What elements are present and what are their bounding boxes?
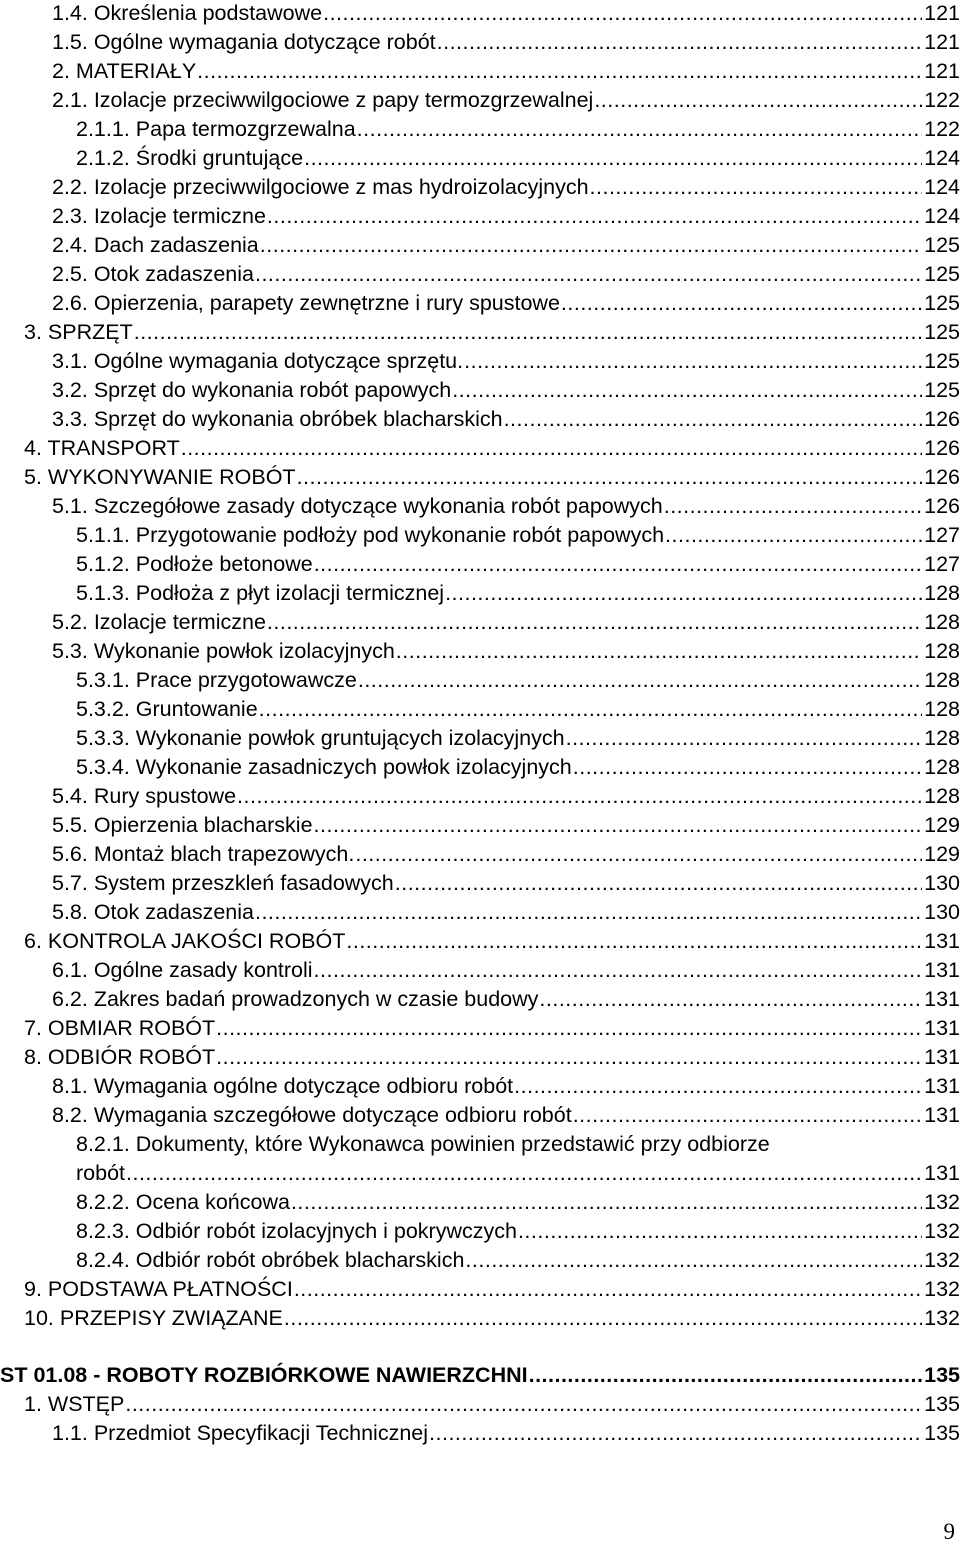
toc-entry-title: 5.3.4. Wykonanie zasadniczych powłok izolacyjnych <box>76 755 572 779</box>
toc-leader-dots <box>294 1275 922 1304</box>
toc-leader-dots <box>291 1188 922 1217</box>
toc-entry[interactable] <box>0 1130 960 1159</box>
toc-entry-page: 125 <box>924 349 960 373</box>
toc-entry-page: 121 <box>924 59 960 83</box>
toc-entry-title: 2. MATERIAŁY <box>52 59 197 83</box>
toc-entry-page: 122 <box>924 88 960 112</box>
toc-entry-title: 5.1.2. Podłoże betonowe <box>76 552 313 576</box>
toc-leader-dots <box>445 579 922 608</box>
toc-entry[interactable] <box>0 782 960 811</box>
toc-entry-page: 128 <box>924 755 960 779</box>
toc-leader-dots <box>357 115 922 144</box>
toc-entry[interactable] <box>0 1361 960 1390</box>
toc-entry[interactable] <box>0 376 960 405</box>
toc-entry[interactable] <box>0 492 960 521</box>
toc-leader-dots <box>134 318 922 347</box>
toc-entry-page: 131 <box>924 987 960 1011</box>
toc-entry-page: 124 <box>924 146 960 170</box>
toc-entry-title: 2.3. Izolacje termiczne <box>52 204 266 228</box>
toc-entry-title: 8.2.4. Odbiór robót obróbek blacharskich <box>76 1248 465 1272</box>
toc-leader-dots <box>429 1419 922 1448</box>
toc-leader-dots <box>297 463 923 492</box>
toc-entry-title: 6.1. Ogólne zasady kontroli <box>52 958 313 982</box>
toc-leader-dots <box>561 289 922 318</box>
toc-leader-dots <box>437 28 922 57</box>
toc-entry[interactable] <box>0 637 960 666</box>
toc-leader-dots <box>594 86 922 115</box>
toc-entry-page: 125 <box>924 291 960 315</box>
toc-entry[interactable] <box>0 1159 960 1188</box>
toc-entry-page: 128 <box>924 784 960 808</box>
toc-leader-dots <box>396 637 922 666</box>
toc-entry-page: 129 <box>924 813 960 837</box>
toc-entry-title: 2.6. Opierzenia, parapety zewnętrzne i rury spustowe <box>52 291 560 315</box>
toc-entry-page: 131 <box>924 1016 960 1040</box>
toc-entry[interactable] <box>0 202 960 231</box>
toc-entry-title: 8.2.3. Odbiór robót izolacyjnych i pokrywczych <box>76 1219 517 1243</box>
toc-entry-page: 128 <box>924 581 960 605</box>
toc-entry-page: 132 <box>924 1306 960 1330</box>
toc-entry[interactable] <box>0 28 960 57</box>
toc-entry[interactable] <box>0 260 960 289</box>
toc-entry-title: 1. WSTĘP <box>24 1392 125 1416</box>
toc-entry[interactable] <box>0 0 960 28</box>
toc-entry-title: ST 01.08 - ROBOTY ROZBIÓRKOWE NAWIERZCHNI <box>0 1363 528 1387</box>
toc-entry[interactable] <box>0 898 960 927</box>
toc-entry-page: 131 <box>924 1161 960 1185</box>
toc-entry-title: 3.2. Sprzęt do wykonania robót papowych <box>52 378 452 402</box>
toc-entry-page: 131 <box>924 1103 960 1127</box>
toc-entry[interactable] <box>0 173 960 202</box>
toc-entry-page: 124 <box>924 204 960 228</box>
toc-entry-title: 3. SPRZĘT <box>24 320 133 344</box>
toc-entry[interactable] <box>0 318 960 347</box>
toc-entry[interactable] <box>0 434 960 463</box>
toc-leader-dots <box>358 666 922 695</box>
toc-leader-dots <box>314 811 923 840</box>
toc-entry[interactable] <box>0 144 960 173</box>
toc-entry-title: 2.1.1. Papa termozgrzewalna <box>76 117 356 141</box>
toc-leader-dots <box>216 1043 922 1072</box>
toc-entry[interactable] <box>0 1101 960 1130</box>
toc-entry[interactable] <box>0 1419 960 1448</box>
toc-leader-dots <box>255 260 922 289</box>
toc-entry-page: 135 <box>924 1421 960 1445</box>
toc-entry-page: 131 <box>924 958 960 982</box>
toc-leader-dots <box>255 898 922 927</box>
toc-entry-page: 135 <box>924 1363 960 1387</box>
toc-entry-page: 131 <box>924 1045 960 1069</box>
toc-entry-page: 128 <box>924 726 960 750</box>
toc-leader-dots <box>237 782 922 811</box>
toc-entry-title: 2.4. Dach zadaszenia <box>52 233 259 257</box>
toc-entry-page: 130 <box>924 871 960 895</box>
toc-entry[interactable] <box>0 1390 960 1419</box>
toc-entry[interactable] <box>0 811 960 840</box>
toc-leader-dots <box>267 608 922 637</box>
toc-entry[interactable] <box>0 521 960 550</box>
toc-entry-page: 132 <box>924 1219 960 1243</box>
toc-entry-title: 7. OBMIAR ROBÓT <box>24 1016 216 1040</box>
toc-entry-page: 131 <box>924 1074 960 1098</box>
toc-entry-title: 2.1.2. Środki gruntujące <box>76 146 304 170</box>
toc-entry-page: 126 <box>924 436 960 460</box>
toc-entry-title: 5.2. Izolacje termiczne <box>52 610 266 634</box>
toc-leader-dots <box>465 1246 922 1275</box>
toc-entry-title: 5.5. Opierzenia blacharskie <box>52 813 313 837</box>
toc-leader-dots <box>573 753 922 782</box>
toc-entry-title: 4. TRANSPORT <box>24 436 180 460</box>
toc-entry-title: 5.3.3. Wykonanie powłok gruntujących izolacyjnych <box>76 726 565 750</box>
toc-leader-dots <box>197 57 922 86</box>
toc-entry-title: 5.1.3. Podłoża z płyt izolacji termicznej <box>76 581 445 605</box>
toc-entry[interactable] <box>0 579 960 608</box>
toc-entry-page: 128 <box>924 610 960 634</box>
toc-entry-page: 129 <box>924 842 960 866</box>
toc-entry-title: 8.2. Wymagania szczegółowe dotyczące odbioru robót <box>52 1103 572 1127</box>
toc-leader-dots <box>323 0 922 28</box>
toc-entry-page: 126 <box>924 494 960 518</box>
toc-entry-page: 121 <box>924 30 960 54</box>
toc-entry-title: 6.2. Zakres badań prowadzonych w czasie budowy <box>52 987 539 1011</box>
toc-entry-page: 121 <box>924 1 960 25</box>
toc-entry[interactable] <box>0 1072 960 1101</box>
toc-entry-title: 5.3. Wykonanie powłok izolacyjnych <box>52 639 395 663</box>
toc-entry[interactable] <box>0 231 960 260</box>
toc-entry-page: 128 <box>924 639 960 663</box>
toc-entry-title: 5.3.2. Gruntowanie <box>76 697 258 721</box>
toc-entry-title: 1.1. Przedmiot Specyfikacji Technicznej <box>52 1421 429 1445</box>
toc-entry-title: 8.2.1. Dokumenty, które Wykonawca powinien przedstawić przy odbiorze <box>76 1132 770 1156</box>
toc-entry-title: 2.1. Izolacje przeciwwilgociowe z papy termozgrzewalnej <box>52 88 594 112</box>
toc-entry-title: 8. ODBIÓR ROBÓT <box>24 1045 216 1069</box>
toc-entry[interactable] <box>0 115 960 144</box>
toc-entry[interactable] <box>0 956 960 985</box>
toc-leader-dots <box>267 202 922 231</box>
toc-leader-dots <box>284 1304 922 1333</box>
toc-entry-page: 126 <box>924 407 960 431</box>
toc-entry[interactable] <box>0 1246 960 1275</box>
toc-entry-title: 5.3.1. Prace przygotowawcze <box>76 668 357 692</box>
toc-entry-title: 5.1.1. Przygotowanie podłoży pod wykonanie robót papowych <box>76 523 665 547</box>
toc-leader-dots <box>664 492 922 521</box>
toc-entry[interactable] <box>0 1188 960 1217</box>
toc-leader-dots <box>125 1390 922 1419</box>
toc-entry-title: 1.4. Określenia podstawowe <box>52 1 323 25</box>
toc-entry-title: 5.4. Rury spustowe <box>52 784 237 808</box>
toc-entry-title: 8.2.2. Ocena końcowa <box>76 1190 290 1214</box>
toc-leader-dots <box>514 1072 922 1101</box>
toc-leader-dots <box>504 405 923 434</box>
toc-entry-title: 5.1. Szczegółowe zasady dotyczące wykonania robót papowych <box>52 494 663 518</box>
toc-entry[interactable] <box>0 57 960 86</box>
toc-entry[interactable] <box>0 347 960 376</box>
toc-leader-dots <box>529 1361 923 1390</box>
toc-leader-dots <box>260 231 922 260</box>
toc-entry-title: 5. WYKONYWANIE ROBÓT <box>24 465 296 489</box>
toc-entry[interactable] <box>0 840 960 869</box>
toc-entry-page: 122 <box>924 117 960 141</box>
toc-entry[interactable] <box>0 289 960 318</box>
toc-leader-dots <box>518 1217 922 1246</box>
toc-entry-title: robót <box>76 1161 126 1185</box>
toc-entry-title: 10. PRZEPISY ZWIĄZANE <box>24 1306 283 1330</box>
toc-entry-title: 1.5. Ogólne wymagania dotyczące robót <box>52 30 436 54</box>
toc-entry-page: 127 <box>924 552 960 576</box>
toc-entry-page: 125 <box>924 320 960 344</box>
toc-entry-page: 124 <box>924 175 960 199</box>
toc-entry[interactable] <box>0 753 960 782</box>
toc-entry-page: 127 <box>924 523 960 547</box>
toc-entry-page: 125 <box>924 262 960 286</box>
toc-entry-title: 9. PODSTAWA PŁATNOŚCI <box>24 1277 293 1301</box>
toc-entry-page: 125 <box>924 378 960 402</box>
toc-leader-dots <box>126 1159 922 1188</box>
toc-leader-dots <box>346 927 922 956</box>
toc-leader-dots <box>314 550 922 579</box>
toc-leader-dots <box>181 434 922 463</box>
toc-entry-page: 131 <box>924 929 960 953</box>
toc-entry-title: 2.2. Izolacje przeciwwilgociowe z mas hydroizolacyjnych <box>52 175 589 199</box>
toc-entry[interactable] <box>0 695 960 724</box>
toc-entry-page: 128 <box>924 697 960 721</box>
toc-leader-dots <box>539 985 922 1014</box>
toc-entry[interactable] <box>0 86 960 115</box>
toc-leader-dots <box>566 724 923 753</box>
toc-entry[interactable] <box>0 666 960 695</box>
toc-entry-page: 132 <box>924 1248 960 1272</box>
toc-entry[interactable] <box>0 463 960 492</box>
toc-leader-dots <box>304 144 922 173</box>
toc-entry[interactable] <box>0 1014 960 1043</box>
toc-entry-title: 8.1. Wymagania ogólne dotyczące odbioru robót <box>52 1074 514 1098</box>
toc-entry-title: 5.6. Montaż blach trapezowych. <box>52 842 355 866</box>
page-number: 9 <box>943 1519 955 1544</box>
toc-entry[interactable] <box>0 985 960 1014</box>
toc-leader-dots <box>452 376 922 405</box>
toc-entry-title: 3.3. Sprzęt do wykonania obróbek blacharskich <box>52 407 503 431</box>
toc-leader-dots <box>314 956 923 985</box>
toc-entry[interactable] <box>0 1275 960 1304</box>
toc-leader-dots <box>464 347 922 376</box>
toc-entry-title: 5.8. Otok zadaszenia <box>52 900 254 924</box>
toc-entry[interactable] <box>0 405 960 434</box>
toc-entry[interactable] <box>0 1304 960 1333</box>
toc-leader-dots <box>259 695 922 724</box>
toc-leader-dots <box>590 173 923 202</box>
toc-entry-page: 132 <box>924 1277 960 1301</box>
toc-entry-title: 3.1. Ogólne wymagania dotyczące sprzętu. <box>52 349 464 373</box>
toc-leader-dots <box>395 869 922 898</box>
toc-entry-title: 2.5. Otok zadaszenia <box>52 262 254 286</box>
toc-entry-page: 135 <box>924 1392 960 1416</box>
toc-entry[interactable] <box>0 724 960 753</box>
toc-entry[interactable] <box>0 927 960 956</box>
toc-entry[interactable] <box>0 550 960 579</box>
toc-entry-title: 6. KONTROLA JAKOŚCI ROBÓT <box>24 929 346 953</box>
toc-leader-dots <box>355 840 922 869</box>
toc-entry-page: 130 <box>924 900 960 924</box>
toc-entry[interactable] <box>0 1217 960 1246</box>
toc-entry-page: 132 <box>924 1190 960 1214</box>
toc-entry-page: 128 <box>924 668 960 692</box>
toc-entry-title: 5.7. System przeszkleń fasadowych <box>52 871 394 895</box>
toc-entry-page: 126 <box>924 465 960 489</box>
toc-leader-dots <box>665 521 922 550</box>
toc-leader-dots <box>216 1014 922 1043</box>
toc-entry[interactable] <box>0 869 960 898</box>
toc-entry-page: 125 <box>924 233 960 257</box>
toc-entry[interactable] <box>0 1043 960 1072</box>
toc-entry[interactable] <box>0 608 960 637</box>
toc-leader-dots <box>573 1101 922 1130</box>
